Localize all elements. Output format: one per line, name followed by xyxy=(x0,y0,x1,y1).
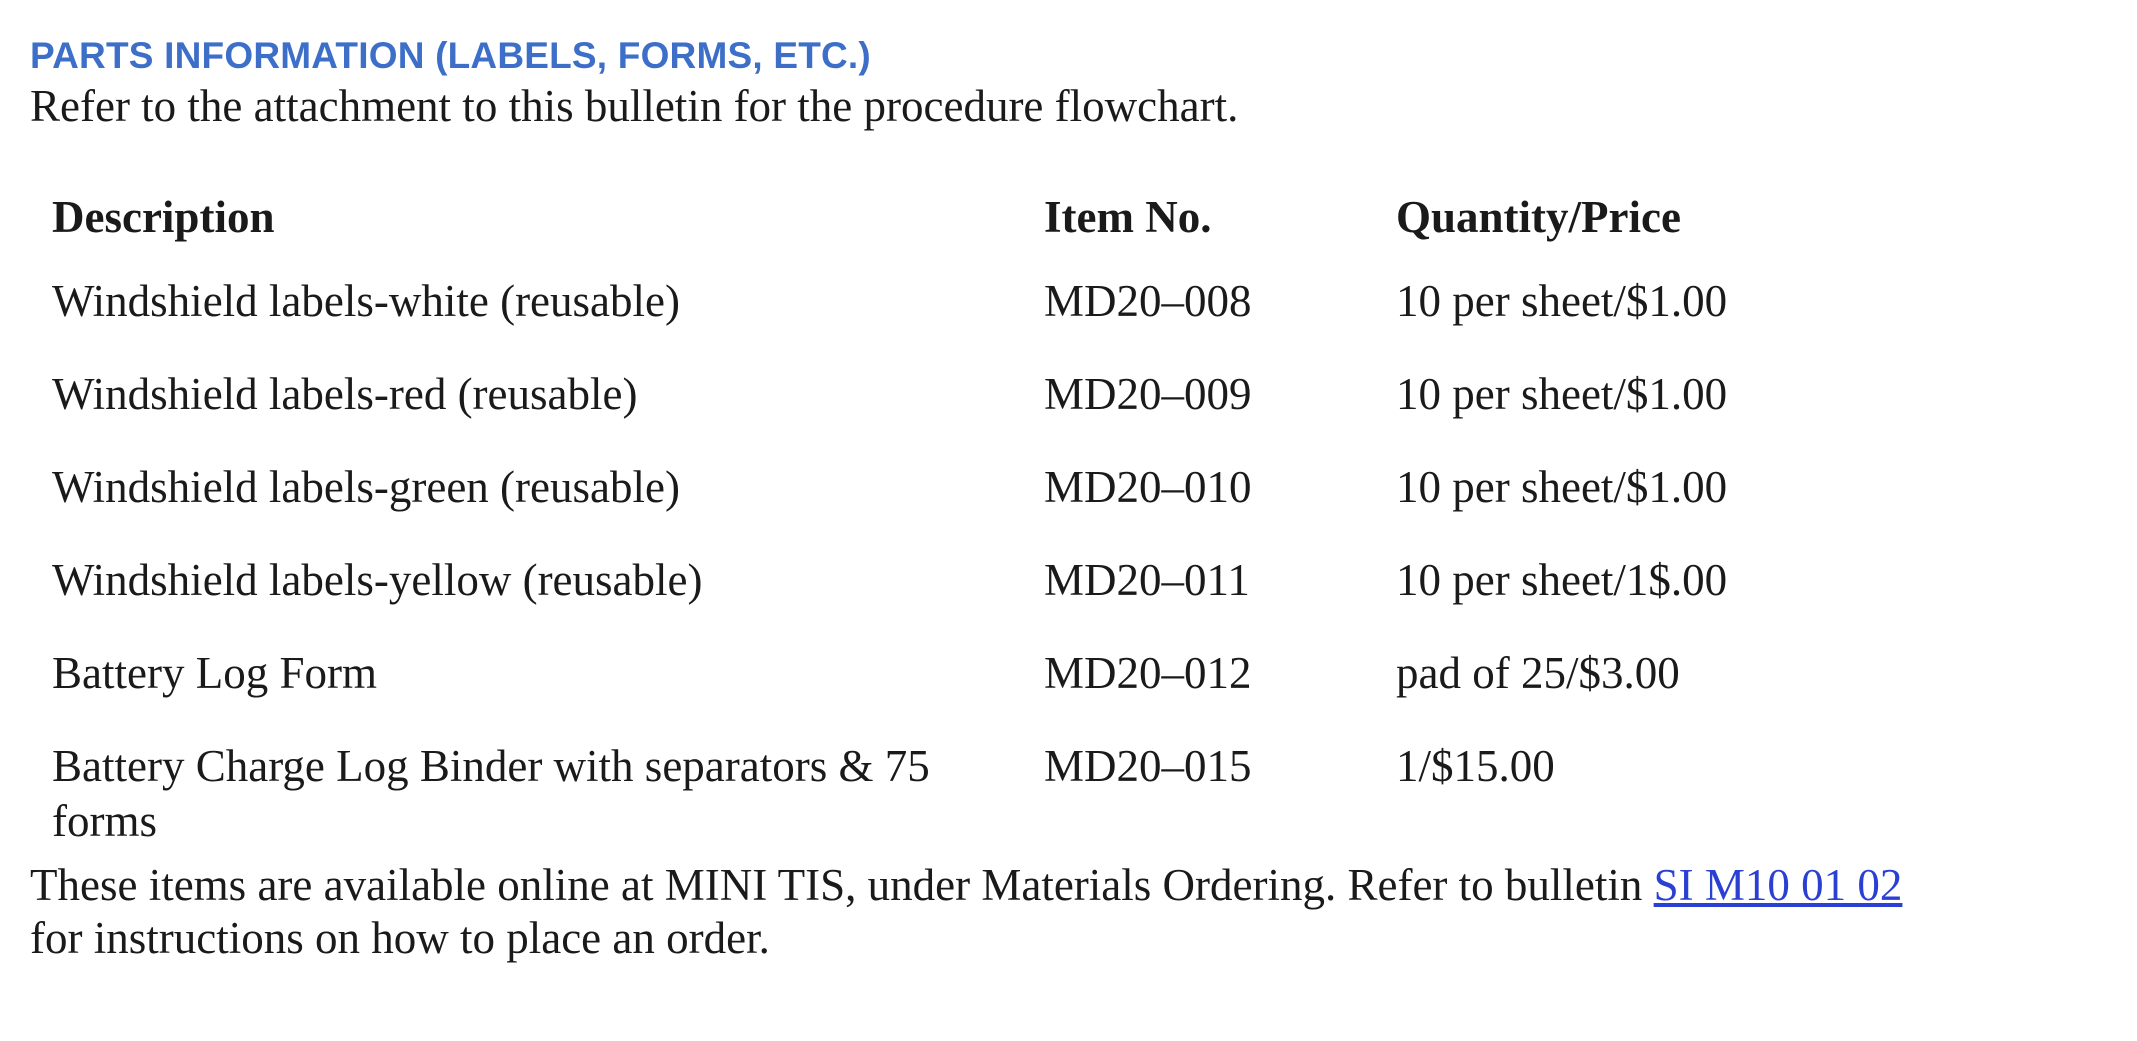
table-row xyxy=(38,739,1974,849)
header-quantity-price: Quantity/Price xyxy=(1396,192,1681,242)
cell-description: Windshield labels-red (reusable) xyxy=(52,369,638,419)
parts-table xyxy=(38,190,1974,849)
ordering-note-text: These items are available online at MINI TIS, under Materials Ordering. Refer to bulletin xyxy=(30,860,1654,910)
cell-quantity-price: 1/$15.00 xyxy=(1396,741,1555,791)
table-row xyxy=(38,367,1974,460)
cell-item-no: MD20–015 xyxy=(1044,741,1252,791)
table-row xyxy=(38,460,1974,553)
cell-description: Windshield labels-green (reusable) xyxy=(52,462,680,512)
cell-item-no: MD20–008 xyxy=(1044,276,1252,326)
cell-quantity-price: 10 per sheet/$1.00 xyxy=(1396,369,1728,419)
cell-quantity-price: 10 per sheet/1$.00 xyxy=(1396,555,1728,605)
document-page xyxy=(30,32,2120,965)
cell-item-no: MD20–011 xyxy=(1044,555,1250,605)
description-text: Battery Charge Log Binder with separators & 75 forms xyxy=(52,741,930,846)
cell-description: Battery Log Form xyxy=(52,648,377,698)
table-header-row xyxy=(38,190,1974,274)
table-row xyxy=(38,274,1974,367)
table-row xyxy=(38,553,1974,646)
ordering-note-line-2: for instructions on how to place an order. xyxy=(30,913,770,963)
bulletin-link[interactable]: SI M10 01 02 xyxy=(1653,860,1903,910)
cell-item-no: MD20–009 xyxy=(1044,369,1252,419)
cell-description: Windshield labels-yellow (reusable) xyxy=(52,555,703,605)
header-description: Description xyxy=(52,192,275,242)
cell-description: Windshield labels-white (reusable) xyxy=(52,276,680,326)
intro-text: Refer to the attachment to this bulletin for the procedure flowchart. xyxy=(30,81,1239,131)
cell-quantity-price: pad of 25/$3.00 xyxy=(1396,648,1680,698)
table-row xyxy=(38,646,1974,739)
header-item-no: Item No. xyxy=(1044,192,1212,242)
section-heading: PARTS INFORMATION (LABELS, FORMS, ETC.) xyxy=(30,35,871,76)
ordering-note xyxy=(30,859,2120,965)
cell-item-no: MD20–010 xyxy=(1044,462,1252,512)
ordering-note-line-1 xyxy=(30,859,2120,912)
cell-quantity-price: 10 per sheet/$1.00 xyxy=(1396,462,1728,512)
cell-description xyxy=(38,739,1030,849)
cell-quantity-price: 10 per sheet/$1.00 xyxy=(1396,276,1728,326)
cell-item-no: MD20–012 xyxy=(1044,648,1252,698)
